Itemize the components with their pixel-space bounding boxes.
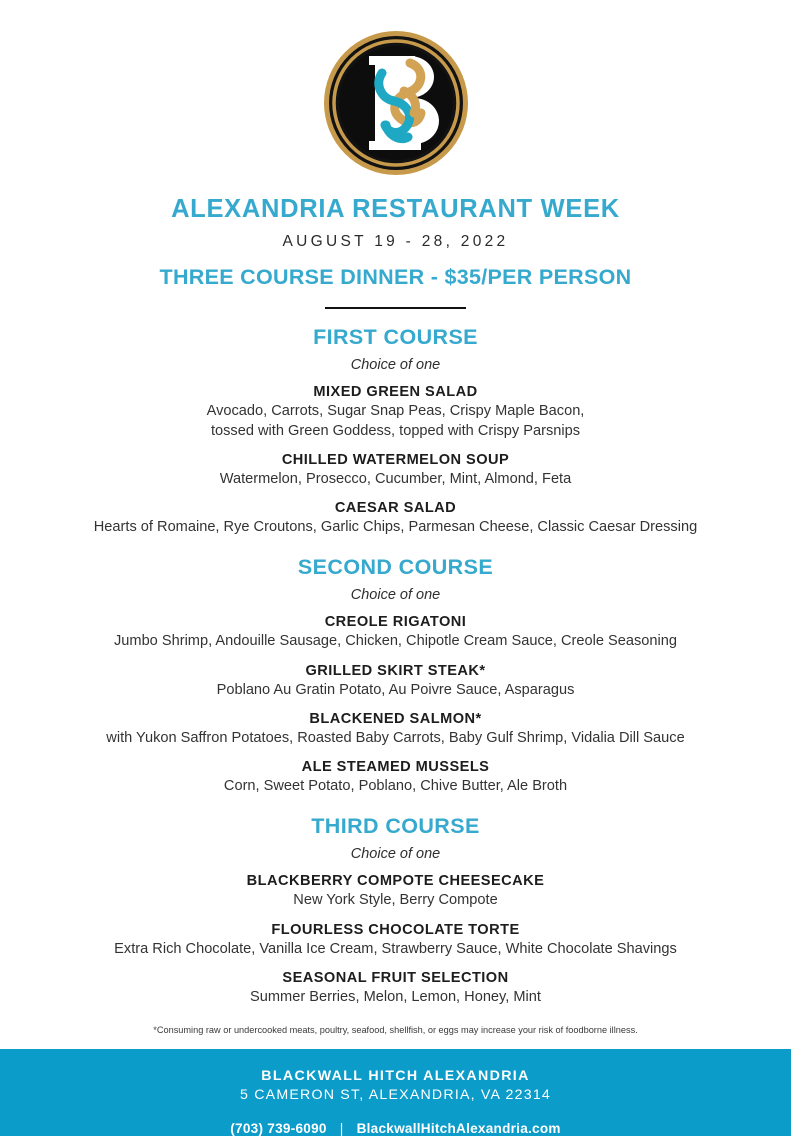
course-title: FIRST COURSE [313,325,478,350]
course-title: THIRD COURSE [311,814,480,839]
restaurant-address: 5 CAMERON ST, ALEXANDRIA, VA 22314 [240,1087,551,1104]
menu-item-description: Hearts of Romaine, Rye Croutons, Garlic Chips, Parmesan Cheese, Classic Caesar Dressing [93,519,698,536]
menu-item-description: with Yukon Saffron Potatoes, Roasted Baby Carrots, Baby Gulf Shrimp, Vidalia Dill Sauce [106,729,685,746]
menu-item-name: BLACKBERRY COMPOTE CHEESECAKE [246,873,545,890]
blackwall-hitch-logo [322,29,470,177]
menu-item [0,500,791,537]
price-line: THREE COURSE DINNER - $35/PER PERSON [159,265,632,290]
website-link[interactable]: BlackwallHitchAlexandria.com [356,1121,561,1136]
menu-item-name: MIXED GREEN SALAD [313,384,478,401]
restaurant-name: BLACKWALL HITCH ALEXANDRIA [261,1068,530,1085]
header-divider [325,307,466,309]
menu-item-description: Corn, Sweet Potato, Poblano, Chive Butter, Ale Broth [223,778,568,795]
menu-item-description: Extra Rich Chocolate, Vanilla Ice Cream, Strawberry Sauce, White Chocolate Shavings [114,940,677,957]
course-section [0,555,791,796]
menu-item [0,452,791,489]
menu-item-description: Jumbo Shrimp, Andouille Sausage, Chicken, Chipotle Cream Sauce, Creole Seasoning [114,633,677,650]
page-title: ALEXANDRIA RESTAURANT WEEK [171,195,620,223]
courses-list [0,325,791,1025]
menu-item [0,922,791,959]
course-subtitle: Choice of one [350,357,441,374]
menu-item-description: Watermelon, Prosecco, Cucumber, Mint, Almond, Feta [219,470,572,487]
menu-item [0,711,791,748]
course-subtitle: Choice of one [350,587,441,604]
menu-item-description: Poblano Au Gratin Potato, Au Poivre Sauce, Asparagus [216,681,575,698]
menu-item [0,970,791,1007]
menu-item-description: Summer Berries, Melon, Lemon, Honey, Mint [250,988,541,1005]
course-title: SECOND COURSE [297,555,494,580]
menu-item-name: ALE STEAMED MUSSELS [301,759,490,776]
menu-item [0,873,791,910]
menu-item-name: BLACKENED SALMON* [309,710,482,727]
menu-item [0,384,791,441]
menu-item [0,759,791,796]
contact-separator: | [339,1121,344,1136]
allergen-disclaimer: *Consuming raw or undercooked meats, poultry, seafood, shellfish, or eggs may increase your risk of foodborne illness. [153,1025,638,1036]
course-section [0,814,791,1007]
course-subtitle: Choice of one [350,846,441,863]
menu-item [0,614,791,651]
menu-item-name: CAESAR SALAD [334,500,457,517]
menu-item [0,663,791,700]
menu-item-name: FLOURLESS CHOCOLATE TORTE [271,921,520,938]
menu-item-name: GRILLED SKIRT STEAK* [305,662,486,679]
phone-number[interactable]: (703) 739-6090 [230,1121,327,1136]
footer-banner [0,1049,791,1136]
divider-container [0,307,791,309]
menu-header [0,195,791,309]
footer-contact-row [0,1121,791,1136]
menu-item-name: CHILLED WATERMELON SOUP [281,451,510,468]
course-section [0,325,791,537]
menu-item-description: New York Style, Berry Compote [293,892,498,909]
logo-container [0,0,791,177]
logo-icon [322,29,470,177]
menu-item-description: Avocado, Carrots, Sugar Snap Peas, Crispy Maple Bacon, tossed with Green Goddess, topped with Crispy Parsnips [206,403,585,439]
menu-item-name: CREOLE RIGATONI [324,614,467,631]
event-date: AUGUST 19 - 28, 2022 [282,233,509,251]
menu-item-name: SEASONAL FRUIT SELECTION [282,969,509,986]
